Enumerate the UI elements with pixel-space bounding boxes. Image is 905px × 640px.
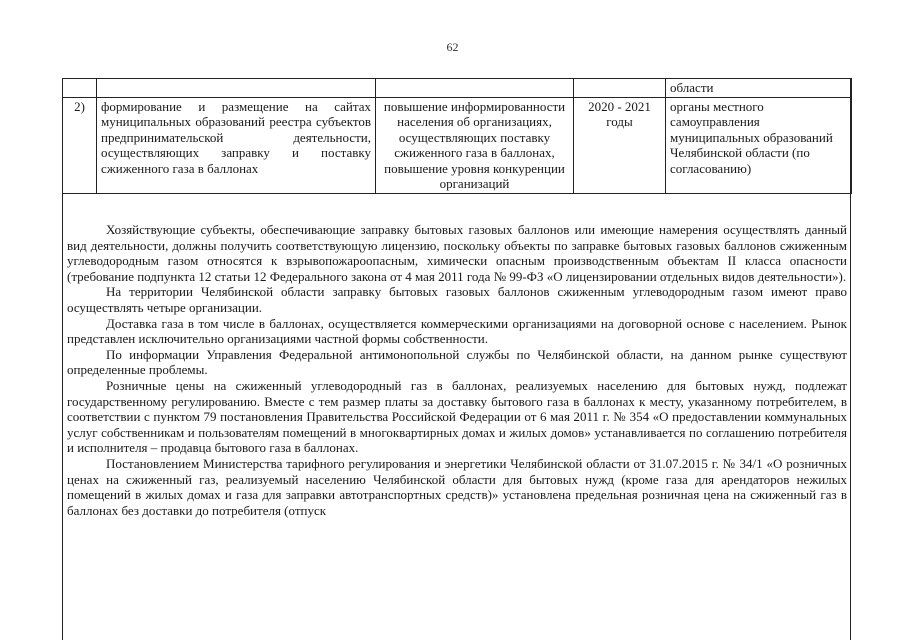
table-cell-measure <box>97 79 376 98</box>
table-cell-result: повышение информированности населения об организациях, осуществляющих поставку сжиженного газа в баллонах, повышение уровня конкуренции организаций <box>376 97 574 193</box>
paragraph: Розничные цены на сжиженный углеводородный газ в баллонах, реализуемых населению для бытовых нужд, подлежат государственному регулированию. Вместе с тем размер платы за доставку бытового газа в баллонах к месту, указанному потребителем, в соответствии с пунктом 79 постановления Правительства Российской Федерации от 6 мая 2011 г. № 354 «О предоставлении коммунальных услуг собственникам и пользователям помещений в многоквартирных домах и жилых домов» устанавливается по соглашению потребителя и исполнителя – продавца бытового газа в баллонах. <box>67 377 847 456</box>
table-cell-responsible: области <box>666 79 852 98</box>
table-cell-period: 2020 - 2021 годы <box>574 97 666 193</box>
page-number: 62 <box>446 40 459 54</box>
paragraph: По информации Управления Федеральной антимонопольной службы по Челябинской области, на данном рынке существуют определенные проблемы. <box>67 346 847 378</box>
table-cell-num: 2) <box>63 97 97 193</box>
measures-table <box>62 78 852 194</box>
table-cell-num <box>63 79 97 98</box>
table-row <box>63 79 852 98</box>
table-row <box>63 97 852 193</box>
table-cell-measure: формирование и размещение на сайтах муниципальных образований реестра субъектов предпринимательской деятельности, осуществляющих заправку и поставку сжиженного газа в баллонах <box>97 97 376 193</box>
table-cell-period <box>574 79 666 98</box>
table-cell-responsible: органы местного самоуправления муниципальных образований Челябинской области (по согласованию) <box>666 97 852 193</box>
body-text <box>67 222 847 518</box>
paragraph: Доставка газа в том числе в баллонах, осуществляется коммерческими организациями на договорной основе с населением. Рынок представлен исключительно организациями частной формы собственности. <box>67 315 847 347</box>
paragraph: Хозяйствующие субъекты, обеспечивающие заправку бытовых газовых баллонов или имеющие намерения осуществлять данный вид деятельности, должны получить соответствующую лицензию, поскольку объекты по заправке бытовых газовых баллонов сжиженным углеводородным газом относятся к взрывопожароопасным, химически опасным производственным объектам II класса опасности (требование подпункта 12 статьи 12 Федерального закона от 4 мая 2011 года № 99-ФЗ «О лицензировании отдельных видов деятельности»). <box>67 222 847 284</box>
table-cell-result <box>376 79 574 98</box>
paragraph: Постановлением Министерства тарифного регулирования и энергетики Челябинской области от 31.07.2015 г. № 34/1 «О розничных ценах на сжиженный газ, реализуемый населению Челябинской области для бытовых нужд (кроме газа для арендаторов нежилых помещений в жилых домах и газа для заправки автотранспортных средств)» установлена предельная розничная цена на сжиженный газ в баллонах без доставки до потребителя (отпуск <box>67 455 847 518</box>
paragraph: На территории Челябинской области заправку бытовых газовых баллонов сжиженным углеводородным газом имеют право осуществлять четыре организации. <box>67 284 847 315</box>
